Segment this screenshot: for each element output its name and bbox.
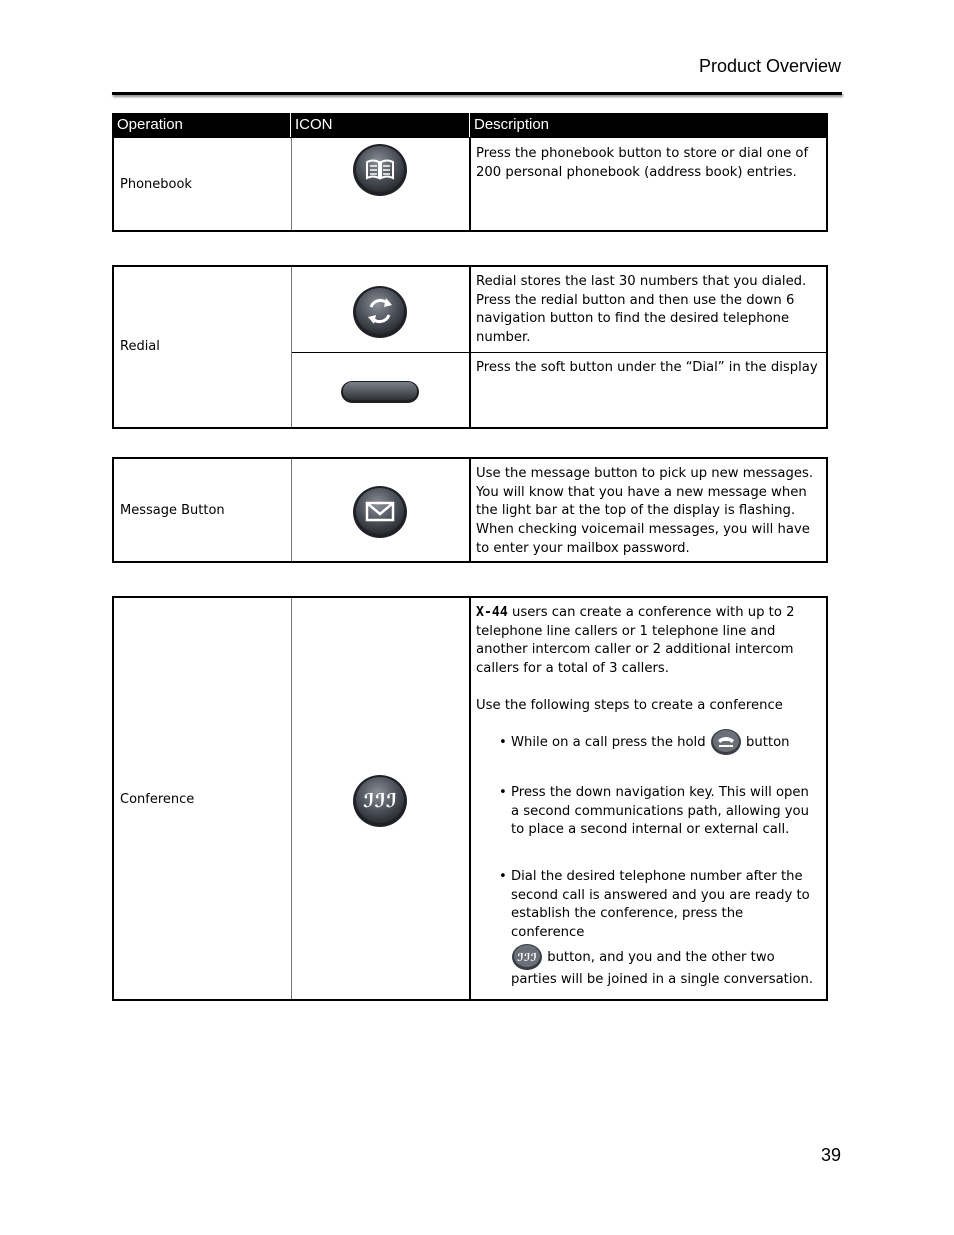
description-text: Redial stores the last 30 numbers that you dialed. Press the redial button and then use the down 6 navigation button to find the desired telephone number. [476, 274, 807, 346]
conference-icon [352, 774, 408, 828]
column-header-operation: Operation [117, 116, 183, 133]
table-row-redial [112, 265, 828, 429]
description-cell [471, 267, 826, 427]
conference-step-2: • Press the down navigation key. This will open a second communications path, allowing you to place a second internal or external call. [499, 785, 809, 838]
conference-inline-icon [511, 943, 543, 971]
svg-text:ℐℐℐ: ℐℐℐ [517, 950, 537, 964]
phonebook-icon [352, 143, 408, 197]
product-brand: X-44 [476, 605, 508, 620]
conference-steps-intro: Use the following steps to create a conference [476, 698, 783, 713]
conference-intro [476, 604, 820, 679]
step-1-text-after: button [746, 735, 790, 750]
operation-label: Phonebook [120, 177, 192, 192]
operation-cell [114, 267, 292, 427]
svg-text:ℐℐℐ: ℐℐℐ [362, 790, 398, 812]
page-header-title: Product Overview [698, 56, 841, 76]
icon-cell [292, 267, 471, 427]
table-row-conference [112, 596, 828, 1001]
table-row-phonebook [112, 137, 828, 232]
icon-cell [292, 459, 471, 561]
operation-label: Redial [120, 339, 160, 354]
operation-cell [114, 598, 292, 999]
redial-icon [352, 285, 408, 339]
description-text: Use the message button to pick up new messages. You will know that you have a new message when the light bar at the top of the display is flashing. When checking voicemail messages, you will have to enter your mailbox password. [476, 466, 814, 556]
column-header-icon: ICON [295, 116, 333, 133]
description-cell [471, 459, 826, 561]
column-divider [469, 113, 470, 138]
operation-cell [114, 138, 292, 230]
column-divider [290, 113, 291, 138]
column-header-description: Description [474, 116, 550, 133]
conference-intro-text: users can create a conference with up to 2 telephone line callers or 1 telephone line and another intercom caller or 2 additional intercom callers for a total of 3 callers. [476, 605, 795, 677]
conference-step-1 [499, 728, 820, 756]
description-text: Press the phonebook button to store or dial one of 200 personal phonebook (address book) entries. [476, 146, 809, 180]
step-3-text: • Dial the desired telephone number after the second call is answered and you are ready to establish the conference, press the conference [499, 869, 810, 941]
hold-icon [710, 728, 742, 756]
message-icon [352, 485, 408, 539]
icon-cell [292, 138, 471, 230]
step-1-text: • While on a call press the hold [499, 735, 706, 750]
soft-button-icon [340, 379, 420, 405]
page-number: 39 [820, 1145, 841, 1165]
description-cell [471, 598, 826, 999]
icon-cell [292, 598, 471, 999]
operation-label: Conference [120, 792, 195, 807]
table-row-message [112, 457, 828, 563]
description-cell [471, 138, 826, 230]
operation-cell [114, 459, 292, 561]
conference-step-3 [499, 868, 820, 990]
step-3-text-after: button, and you and the other two parties will be joined in a single conversation. [511, 949, 814, 987]
operation-label: Message Button [120, 503, 225, 518]
table-header-row [112, 113, 828, 138]
header-rule [112, 92, 842, 95]
soft-button-description: Press the soft button under the “Dial” in the display [476, 360, 818, 375]
